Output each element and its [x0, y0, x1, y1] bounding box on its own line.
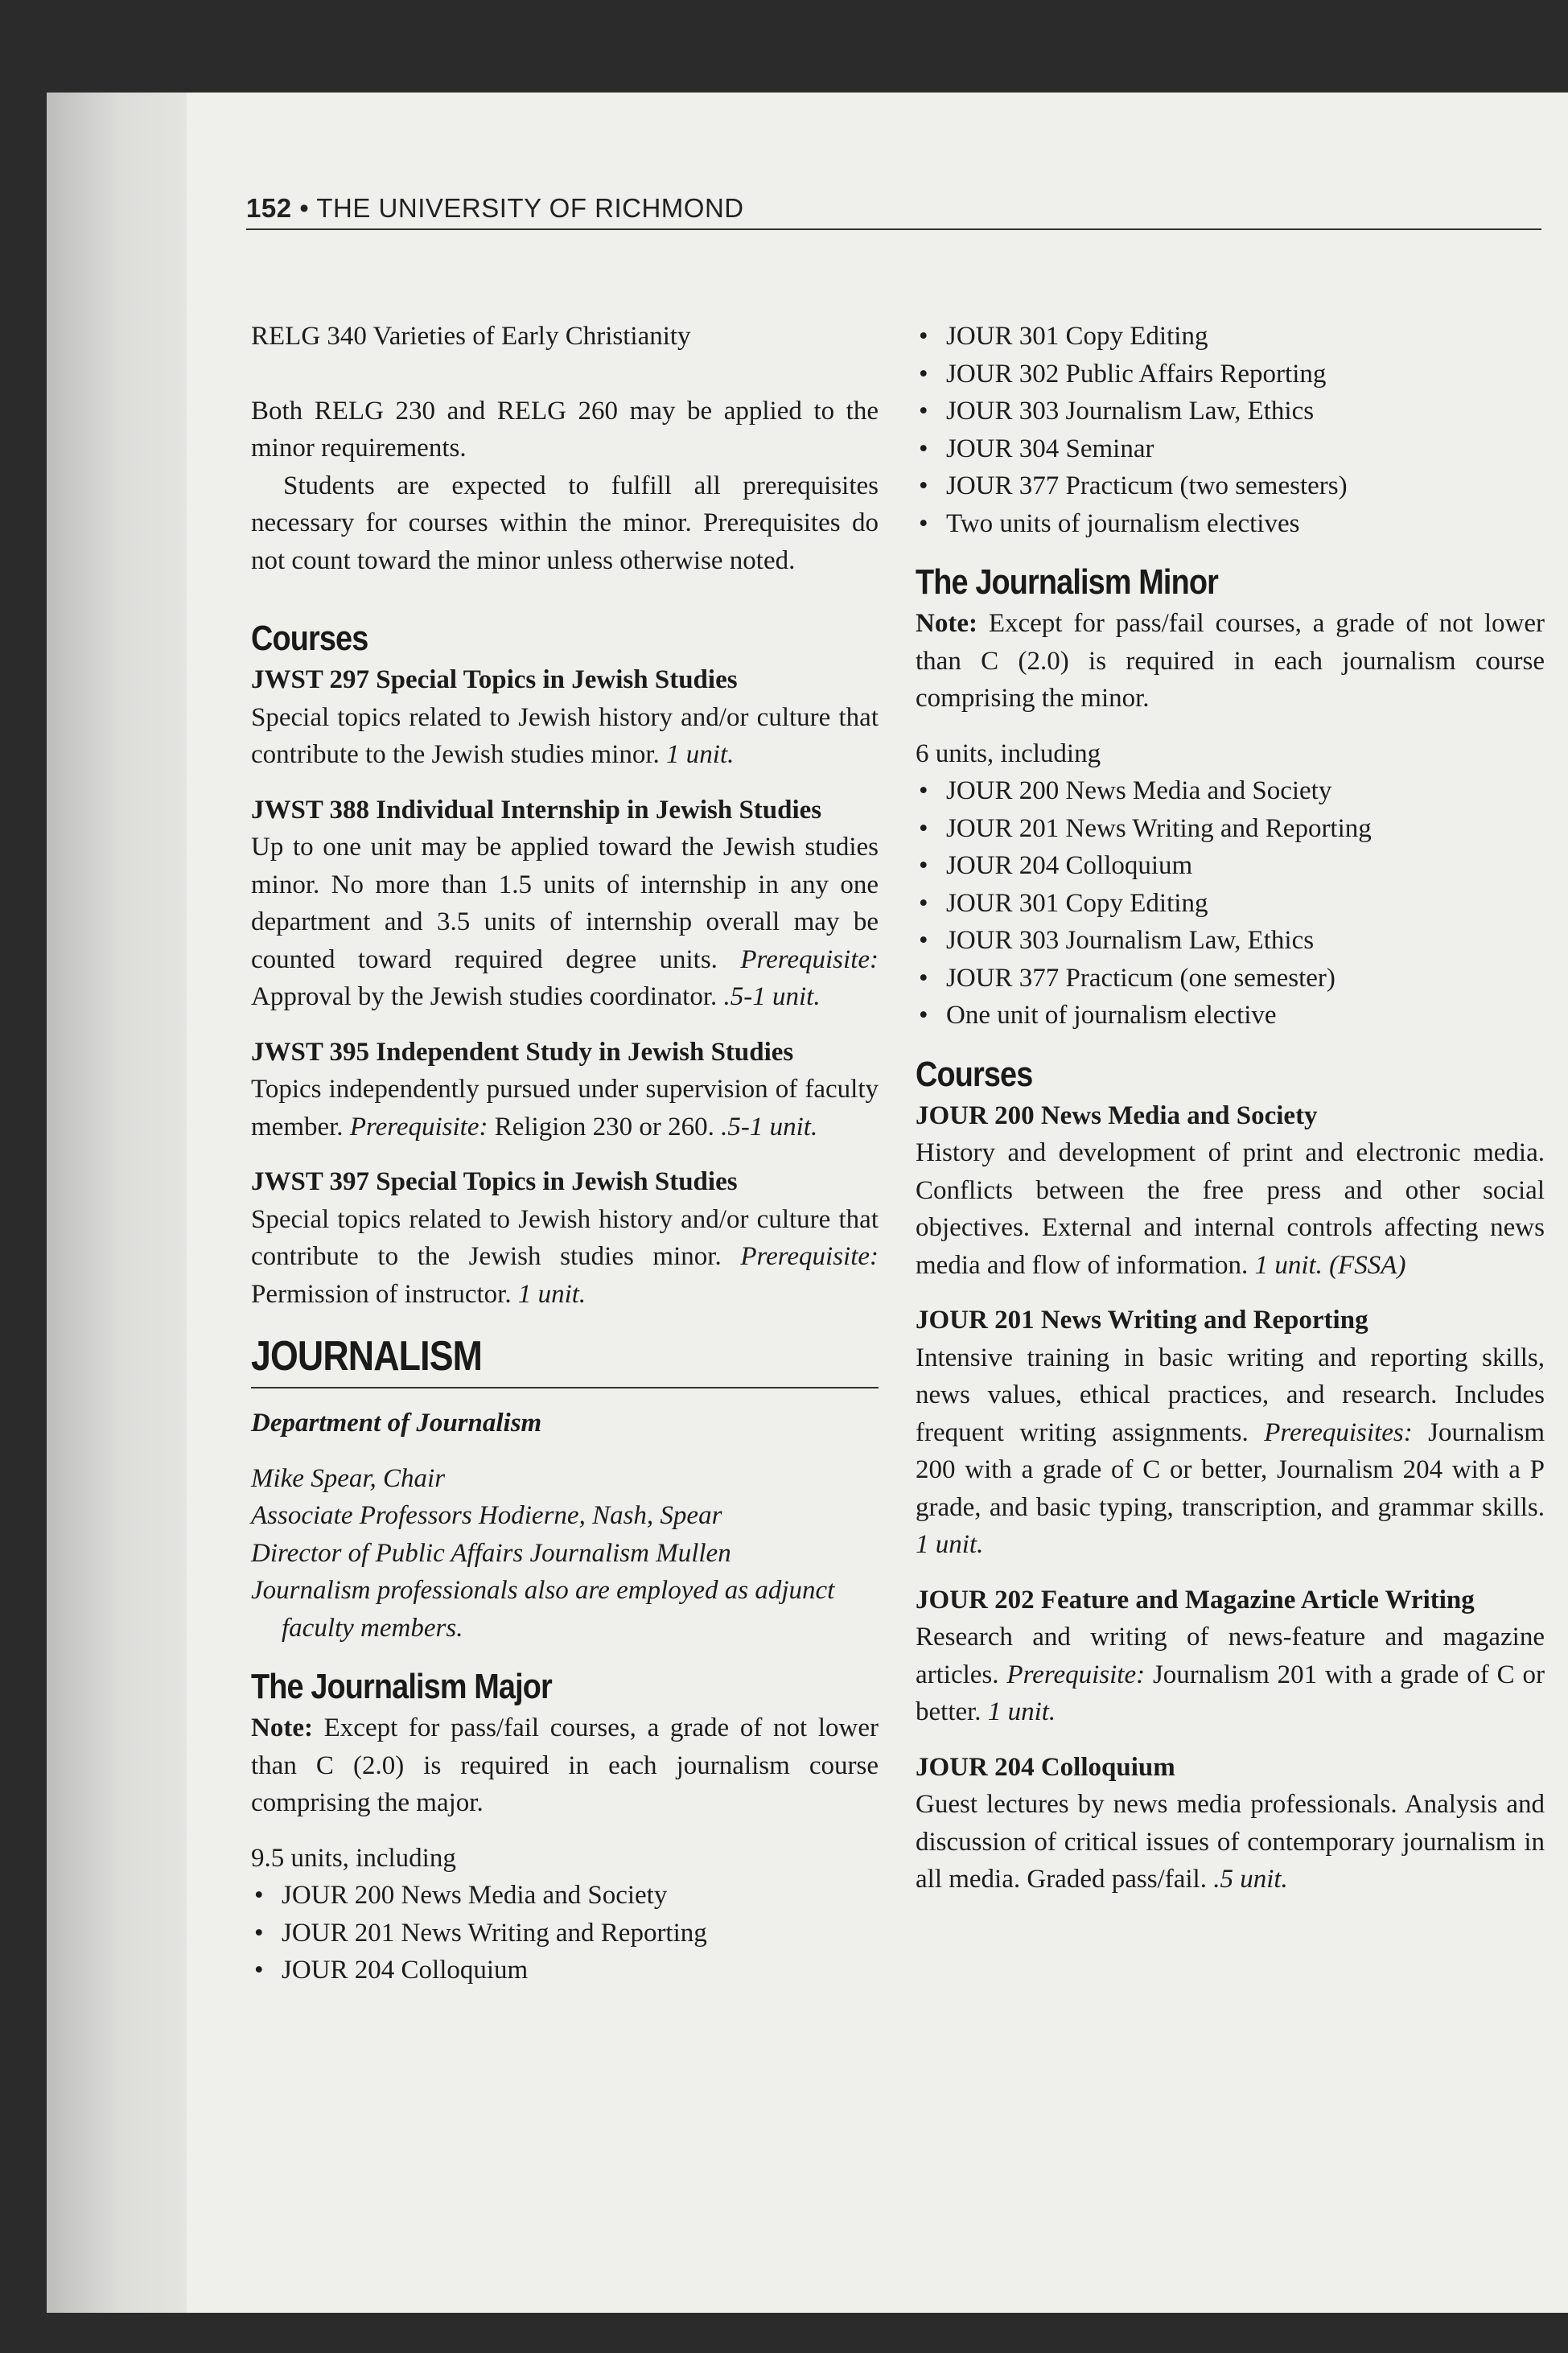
list-item: • JOUR 304 Seminar: [916, 430, 1545, 468]
prerequisite-label: Prerequisite:: [1006, 1660, 1146, 1689]
prerequisite-label: Prerequisite:: [740, 944, 879, 974]
course-entry: [916, 1582, 1545, 1731]
major-heading: The Journalism Major: [251, 1667, 552, 1706]
course-description: Up to one unit may be applied toward the Jewish studies minor. No more than 1.5 units of internship in any one department and 3.5 units of internship overall may be counted toward required degree units. Prerequisite: Approval by the Jewish studies coordinator. .5-1 unit.: [251, 833, 879, 1011]
list-item: • JOUR 377 Practicum (two semesters): [916, 467, 1545, 505]
prerequisite-label: Prerequisite:: [349, 1112, 488, 1142]
list-item: • JOUR 303 Journalism Law, Ethics: [916, 393, 1545, 430]
journalism-heading: JOURNALISM: [251, 1333, 483, 1380]
faculty-line: Associate Professors Hodierne, Nash, Spear: [251, 1501, 722, 1530]
course-entry: [251, 1034, 879, 1146]
faculty-note-continued: faculty members.: [282, 1613, 463, 1643]
course-title: JOUR 204 Colloquium: [916, 1752, 1175, 1782]
header-separator: •: [299, 193, 310, 223]
list-item: • JOUR 377 Practicum (one semester): [916, 960, 1545, 998]
journalism-rule: [251, 1387, 879, 1388]
prerequisite-text: Approval by the Jewish studies coordinator.: [251, 982, 718, 1011]
faculty-line: Mike Spear, Chair: [251, 1463, 446, 1493]
major-requirements-list: [251, 1877, 879, 1989]
prerequisite-text: Religion 230 or 260.: [494, 1112, 714, 1142]
course-entry: [251, 792, 879, 1016]
page-edge: [47, 93, 208, 2313]
book-page: [187, 93, 1568, 2313]
prerequisite-text: Permission of instructor.: [251, 1279, 512, 1309]
courses-heading: Courses: [916, 1054, 1033, 1094]
course-entry: [251, 661, 879, 774]
minor-paragraph-1: Both RELG 230 and RELG 260 may be applied to the minor requirements.: [251, 396, 879, 463]
list-item: • JOUR 200 News Media and Society: [251, 1877, 879, 1915]
prerequisite-text: Journalism 200 with a grade of C or better, Journalism 204 with a P grade, and basic typing, transcription, and grammar skills.: [916, 1417, 1545, 1522]
course-entry: [251, 1163, 879, 1313]
course-title: JOUR 201 News Writing and Reporting: [916, 1306, 1368, 1335]
list-item: • JOUR 303 Journalism Law, Ethics: [916, 922, 1545, 960]
course-unit: 1 unit.: [916, 1530, 984, 1559]
list-item: • JOUR 201 News Writing and Reporting: [916, 810, 1545, 848]
major-requirements-list-continued: [916, 318, 1545, 542]
course-unit: 1 unit.: [666, 740, 735, 769]
list-item: • JOUR 301 Copy Editing: [916, 318, 1545, 356]
course-title: JWST 297 Special Topics in Jewish Studies: [251, 665, 738, 694]
course-unit: .5 unit.: [1213, 1865, 1288, 1894]
course-unit: 1 unit.: [987, 1697, 1056, 1726]
course-title: JWST 397 Special Topics in Jewish Studies: [251, 1167, 738, 1196]
faculty-note: Journalism professionals also are employed as adjunct: [251, 1576, 835, 1605]
department-title: Department of Journalism: [251, 1409, 542, 1438]
minor-paragraph-2: Students are expected to fulfill all prerequisites necessary for courses within the minor. Prerequisites do not count toward the minor unless otherwise noted.: [251, 471, 879, 575]
course-unit: 1 unit.: [517, 1279, 586, 1309]
course-title: JOUR 202 Feature and Magazine Article Writing: [916, 1585, 1475, 1615]
prerequisite-text: Journalism 201 with a grade of C or better.: [916, 1660, 1545, 1726]
list-item: • Two units of journalism electives: [916, 505, 1545, 543]
right-column: [916, 318, 1545, 1898]
prerequisite-label: Prerequisite:: [740, 1242, 879, 1271]
header-rule: [246, 228, 1541, 230]
minor-heading: The Journalism Minor: [916, 562, 1218, 602]
course-title: JWST 395 Independent Study in Jewish Studies: [251, 1037, 794, 1067]
course-description: Intensive training in basic writing and reporting skills, news values, ethical practices, and research. Includes frequent writing assignments. Prerequisites: Journalism 200 with a grade of C or better, Journalism 204 with a P grade, and basic typing, transcription, and grammar skills. 1 unit.: [916, 1343, 1545, 1559]
prerequisite-label: Prerequisites:: [1264, 1417, 1413, 1447]
major-note: Note: Except for pass/fail courses, a grade of not lower than C (2.0) is required in each journalism course comprising the major.: [251, 1713, 879, 1817]
course-title: JOUR 200 News Media and Society: [916, 1100, 1318, 1130]
note-label: Note:: [916, 609, 977, 638]
course-description: Research and writing of news-feature and magazine articles. Prerequisite: Journalism 201 with a grade of C or better. 1 unit.: [916, 1623, 1545, 1726]
minor-note: Note: Except for pass/fail courses, a grade of not lower than C (2.0) is required in each journalism course comprising the minor.: [916, 609, 1545, 713]
course-unit: .5-1 unit.: [721, 1112, 818, 1142]
list-item: • JOUR 204 Colloquium: [916, 847, 1545, 885]
running-head: [246, 193, 1533, 224]
course-entry: [916, 1097, 1545, 1285]
minor-requirements-list: [916, 772, 1545, 1035]
list-item: • JOUR 201 News Writing and Reporting: [251, 1915, 879, 1952]
course-description: Special topics related to Jewish history and/or culture that contribute to the Jewish studies minor. Prerequisite: Permission of instructor. 1 unit.: [251, 1204, 879, 1309]
relg-course-line: RELG 340 Varieties of Early Christianity: [251, 322, 691, 351]
page-number: 152: [246, 193, 292, 223]
course-description: History and development of print and electronic media. Conflicts between the free press and other social objectives. External and internal controls affecting news media and flow of information. 1 unit. (FSSA): [916, 1138, 1545, 1280]
course-entry: [916, 1302, 1545, 1564]
course-unit: .5-1 unit.: [723, 982, 821, 1011]
course-description: Topics independently pursued under supervision of faculty member. Prerequisite: Religion 230 or 260. .5-1 unit.: [251, 1075, 879, 1142]
list-item: • JOUR 302 Public Affairs Reporting: [916, 356, 1545, 393]
course-description: Special topics related to Jewish history and/or culture that contribute to the Jewish studies minor. 1 unit.: [251, 702, 879, 769]
course-entry: [916, 1749, 1545, 1898]
list-item: • JOUR 301 Copy Editing: [916, 885, 1545, 923]
list-item: • One unit of journalism elective: [916, 997, 1545, 1035]
list-item: • JOUR 204 Colloquium: [251, 1952, 879, 1989]
course-title: JWST 388 Individual Internship in Jewish Studies: [251, 795, 822, 825]
header-title: THE UNIVERSITY OF RICHMOND: [316, 193, 744, 223]
course-description: Guest lectures by news media professionals. Analysis and discussion of critical issues of contemporary journalism in all media. Graded pass/fail. .5 unit.: [916, 1790, 1545, 1894]
minor-units: 6 units, including: [916, 738, 1101, 768]
courses-heading: Courses: [251, 619, 368, 658]
note-label: Note:: [251, 1713, 313, 1742]
faculty-line: Director of Public Affairs Journalism Mullen: [251, 1538, 731, 1568]
course-unit: 1 unit. (FSSA): [1254, 1250, 1406, 1280]
list-item: • JOUR 200 News Media and Society: [916, 772, 1545, 810]
left-column: [251, 318, 879, 1989]
major-units: 9.5 units, including: [251, 1843, 456, 1873]
